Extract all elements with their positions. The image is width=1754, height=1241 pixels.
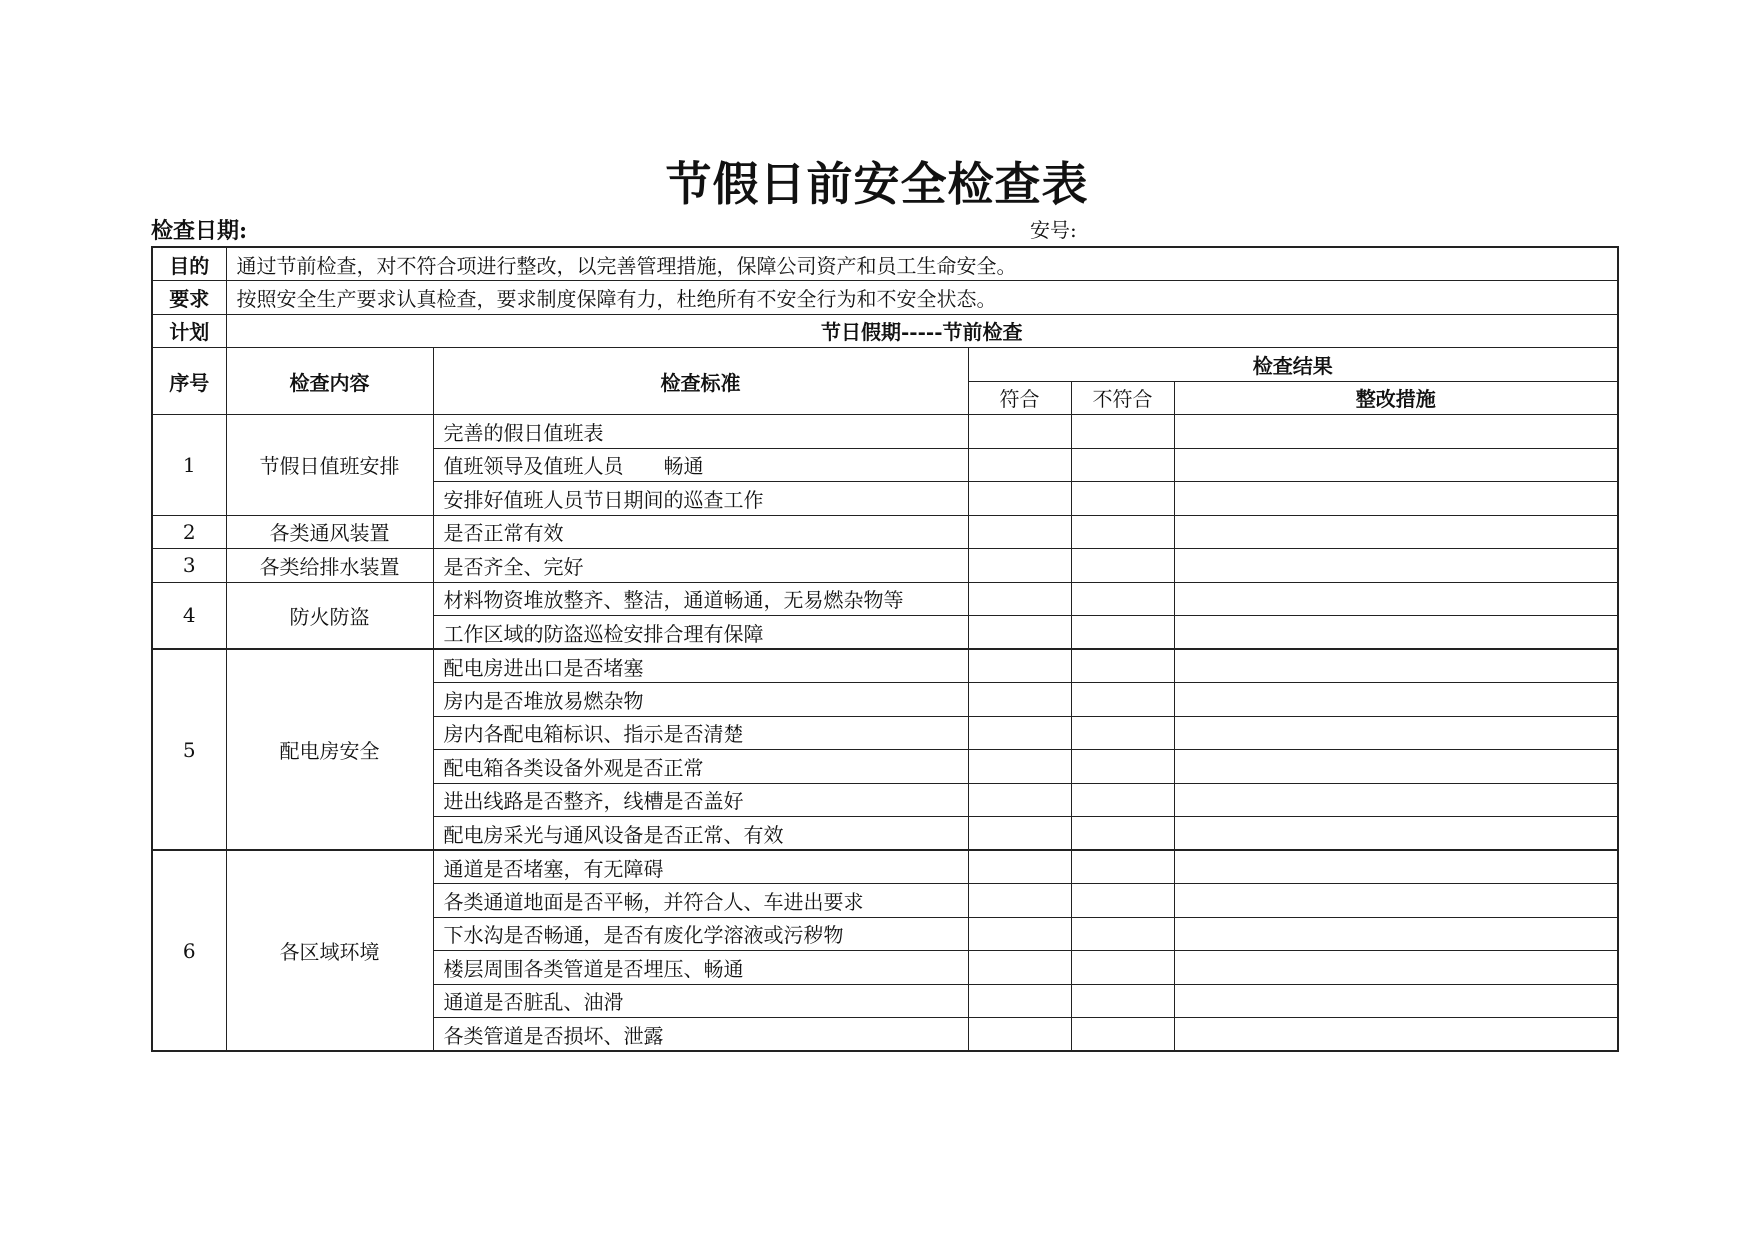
conform-cell[interactable]: [968, 448, 1071, 482]
table-row: [152, 582, 1618, 616]
table-row: [152, 649, 1618, 683]
nonconform-cell[interactable]: [1071, 582, 1174, 616]
requirement-row: [152, 281, 1618, 315]
row-check-content: 各类给排水装置: [226, 549, 433, 583]
row-seq: 4: [152, 582, 226, 649]
row-seq: 3: [152, 549, 226, 583]
nonconform-cell[interactable]: [1071, 415, 1174, 449]
row-check-content: 配电房安全: [226, 649, 433, 850]
row-check-standard: 房内是否堆放易燃杂物: [433, 683, 968, 717]
row-check-standard: 配电房采光与通风设备是否正常、有效: [433, 817, 968, 851]
measures-cell[interactable]: [1174, 783, 1618, 817]
nonconform-cell[interactable]: [1071, 884, 1174, 918]
row-check-standard: 进出线路是否整齐，线槽是否盖好: [433, 783, 968, 817]
measures-cell[interactable]: [1174, 482, 1618, 516]
purpose-label: 目的: [152, 247, 226, 281]
row-check-standard: 材料物资堆放整齐、整洁，通道畅通，无易燃杂物等: [433, 582, 968, 616]
row-check-standard: 通道是否堵塞，有无障碍: [433, 850, 968, 884]
conform-cell[interactable]: [968, 683, 1071, 717]
row-check-content: 各类通风装置: [226, 515, 433, 549]
purpose-row: [152, 247, 1618, 281]
table-row: [152, 415, 1618, 449]
measures-cell[interactable]: [1174, 917, 1618, 951]
nonconform-cell[interactable]: [1071, 683, 1174, 717]
nonconform-cell[interactable]: [1071, 817, 1174, 851]
measures-cell[interactable]: [1174, 649, 1618, 683]
conform-cell[interactable]: [968, 783, 1071, 817]
measures-cell[interactable]: [1174, 750, 1618, 784]
measures-cell[interactable]: [1174, 582, 1618, 616]
nonconform-cell[interactable]: [1071, 616, 1174, 650]
conform-cell[interactable]: [968, 884, 1071, 918]
conform-cell[interactable]: [968, 482, 1071, 516]
header-row: [152, 348, 1618, 382]
row-check-standard: 各类管道是否损坏、泄露: [433, 1018, 968, 1052]
measures-cell[interactable]: [1174, 850, 1618, 884]
measures-cell[interactable]: [1174, 716, 1618, 750]
purpose-text: 通过节前检查，对不符合项进行整改，以完善管理措施，保障公司资产和员工生命安全。: [226, 247, 1618, 281]
nonconform-cell[interactable]: [1071, 917, 1174, 951]
nonconform-cell[interactable]: [1071, 482, 1174, 516]
row-seq: 6: [152, 850, 226, 1051]
conform-cell[interactable]: [968, 616, 1071, 650]
conform-cell[interactable]: [968, 750, 1071, 784]
table-row: [152, 515, 1618, 549]
conform-cell[interactable]: [968, 515, 1071, 549]
row-check-standard: 配电房进出口是否堵塞: [433, 649, 968, 683]
row-check-standard: 楼层周围各类管道是否埋压、畅通: [433, 951, 968, 985]
nonconform-cell[interactable]: [1071, 984, 1174, 1018]
measures-cell[interactable]: [1174, 951, 1618, 985]
conform-cell[interactable]: [968, 415, 1071, 449]
row-check-standard: 下水沟是否畅通，是否有废化学溶液或污秽物: [433, 917, 968, 951]
measures-cell[interactable]: [1174, 817, 1618, 851]
row-check-standard: 是否正常有效: [433, 515, 968, 549]
conform-cell[interactable]: [968, 917, 1071, 951]
row-check-content: 防火防盗: [226, 582, 433, 649]
conform-cell[interactable]: [968, 850, 1071, 884]
row-check-standard: 安排好值班人员节日期间的巡查工作: [433, 482, 968, 516]
conform-cell[interactable]: [968, 817, 1071, 851]
requirement-text: 按照安全生产要求认真检查，要求制度保障有力，杜绝所有不安全行为和不安全状态。: [226, 281, 1618, 315]
nonconform-cell[interactable]: [1071, 850, 1174, 884]
row-check-standard: 完善的假日值班表: [433, 415, 968, 449]
measures-cell[interactable]: [1174, 415, 1618, 449]
header-measures: 整改措施: [1174, 381, 1618, 415]
header-seq: 序号: [152, 348, 226, 415]
inspection-table: [151, 246, 1619, 1052]
row-check-standard: 工作区域的防盗巡检安排合理有保障: [433, 616, 968, 650]
document-number-label: 安号:: [1030, 218, 1077, 242]
row-check-standard: 房内各配电箱标识、指示是否清楚: [433, 716, 968, 750]
nonconform-cell[interactable]: [1071, 750, 1174, 784]
conform-cell[interactable]: [968, 716, 1071, 750]
conform-cell[interactable]: [968, 582, 1071, 616]
requirement-label: 要求: [152, 281, 226, 315]
page-title: 节假日前安全检查表: [665, 157, 1089, 211]
nonconform-cell[interactable]: [1071, 549, 1174, 583]
row-check-content: 节假日值班安排: [226, 415, 433, 516]
measures-cell[interactable]: [1174, 515, 1618, 549]
row-check-content: 各区域环境: [226, 850, 433, 1051]
nonconform-cell[interactable]: [1071, 783, 1174, 817]
measures-cell[interactable]: [1174, 984, 1618, 1018]
conform-cell[interactable]: [968, 549, 1071, 583]
inspection-date-label: 检查日期:: [151, 218, 248, 244]
nonconform-cell[interactable]: [1071, 515, 1174, 549]
conform-cell[interactable]: [968, 951, 1071, 985]
row-seq: 5: [152, 649, 226, 850]
row-check-standard: 是否齐全、完好: [433, 549, 968, 583]
table-row: [152, 850, 1618, 884]
row-check-standard: 配电箱各类设备外观是否正常: [433, 750, 968, 784]
conform-cell[interactable]: [968, 1018, 1071, 1052]
row-check-standard: 各类通道地面是否平畅，并符合人、车进出要求: [433, 884, 968, 918]
row-check-standard: 值班领导及值班人员 畅通: [433, 448, 968, 482]
nonconform-cell[interactable]: [1071, 716, 1174, 750]
header-standard: 检查标准: [433, 348, 968, 415]
conform-cell[interactable]: [968, 649, 1071, 683]
measures-cell[interactable]: [1174, 549, 1618, 583]
measures-cell[interactable]: [1174, 616, 1618, 650]
nonconform-cell[interactable]: [1071, 448, 1174, 482]
row-seq: 2: [152, 515, 226, 549]
header-result: 检查结果: [968, 348, 1618, 382]
measures-cell[interactable]: [1174, 448, 1618, 482]
measures-cell[interactable]: [1174, 884, 1618, 918]
plan-label: 计划: [152, 314, 226, 348]
table-row: [152, 549, 1618, 583]
row-seq: 1: [152, 415, 226, 516]
header-nonconform: 不符合: [1071, 381, 1174, 415]
header-conform: 符合: [968, 381, 1071, 415]
measures-cell[interactable]: [1174, 683, 1618, 717]
conform-cell[interactable]: [968, 984, 1071, 1018]
nonconform-cell[interactable]: [1071, 649, 1174, 683]
nonconform-cell[interactable]: [1071, 951, 1174, 985]
measures-cell[interactable]: [1174, 1018, 1618, 1052]
plan-row: [152, 314, 1618, 348]
nonconform-cell[interactable]: [1071, 1018, 1174, 1052]
plan-text: 节日假期-----节前检查: [226, 314, 1618, 348]
row-check-standard: 通道是否脏乱、油滑: [433, 984, 968, 1018]
header-content: 检查内容: [226, 348, 433, 415]
